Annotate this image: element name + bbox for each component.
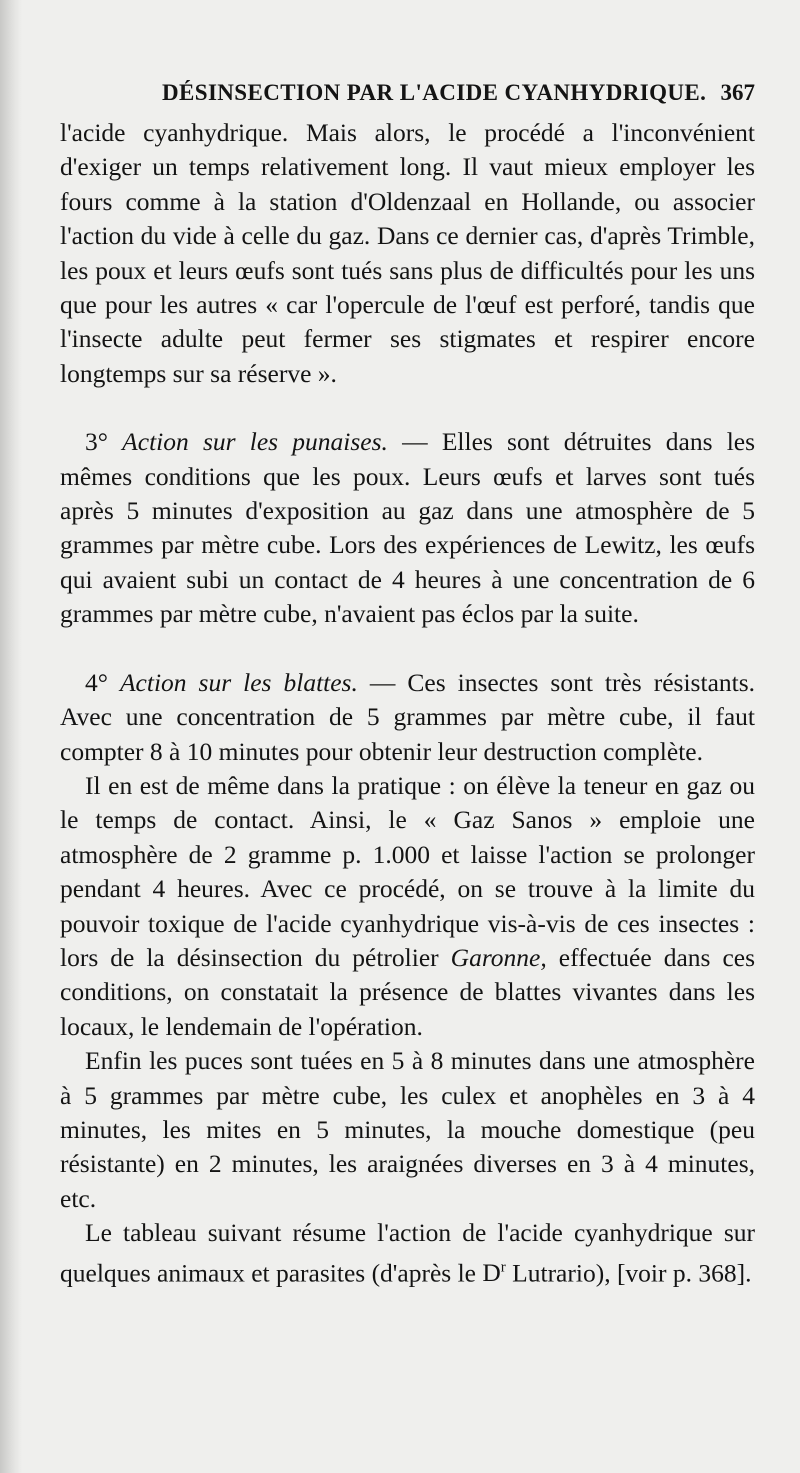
- section-title: Action sur les punaises.: [122, 427, 388, 457]
- section-number: 3°: [85, 427, 108, 457]
- doctor-abbrev: $D^r$: [482, 1258, 506, 1288]
- section-title: Action sur les blattes.: [119, 667, 358, 697]
- paragraph-tableau: [60, 1216, 755, 1290]
- page-number: 367: [720, 80, 755, 105]
- paragraph-text: Enfin les puces sont tuées en 5 à 8 minutes dans une atmosphère à 5 grammes par mètre cube, les culex et anophèles en 3 à 4 minutes, les mites en 5 minutes, la mouche domestique (peu résistante) en 2 minutes, les araignées diverses en 3 à 4 minutes, etc.: [60, 1046, 755, 1213]
- paragraph-pratique: [60, 769, 755, 1044]
- paragraph-continuation: [60, 116, 755, 391]
- body-text: [60, 116, 755, 1291]
- page-header: [60, 78, 755, 114]
- page-edge-shadow: [0, 0, 22, 1473]
- paragraph-text: — Ces insectes sont très résistants. Avec une concentration de 5 grammes par mètre cube, il faut compter 8 à 10 minutes pour obtenir leur destruction complète.: [60, 667, 756, 766]
- paragraph-text: Le tableau suivant résume l'action de l'acide cyanhydrique sur quelques animaux et parasites (d'après le: [60, 1218, 755, 1288]
- section-blattes: [60, 666, 755, 769]
- paragraph-text: l'acide cyanhydrique. Mais alors, le procédé a l'inconvénient d'exiger un temps relativement long. Il vaut mieux employer les fours comme à la station d'Oldenzaal en Hollande, ou associer l'action du vide à celle du gaz. Dans ce dernier cas, d'après Trimble, les poux et leurs œufs sont tués sans plus de difficultés pour les uns que pour les autres « car l'opercule de l'œuf est perforé, tandis que l'insecte adulte peut fermer ses stigmates et respirer encore longtemps sur sa réserve ».: [60, 118, 755, 388]
- paragraph-text: effectuée dans ces conditions, on constatait la présence de blattes vivantes dans les locaux, le lendemain de l'opération.: [60, 942, 755, 1041]
- paragraph-puces: [60, 1044, 755, 1216]
- section-number: 4°: [85, 667, 108, 697]
- paragraph-text: Il en est de même dans la pratique : on élève la teneur en gaz ou le temps de contact. Ainsi, le « Gaz Sanos » emploie une atmosphère de 2 gramme p. 1.000 et laisse l'action se prolonger pendant 4 heures. Avec ce procédé, on se trouve à la limite du pouvoir toxique de l'acide cyanhydrique vis-à-vis de ces insectes : lors de la désinsection du pétrolier: [60, 770, 755, 972]
- ship-name: Garonne,: [450, 942, 547, 972]
- section-punaises: [60, 425, 755, 631]
- paragraph-text: — Elles sont détruites dans les mêmes conditions que les poux. Leurs œufs et larves sont tués après 5 minutes d'exposition au gaz dans une atmosphère de 5 grammes par mètre cube. Lors des expériences de Lewitz, les œufs qui avaient subi un contact de 4 heures à une concentration de 6 grammes par mètre cube, n'avaient pas éclos par la suite.: [60, 427, 756, 629]
- paragraph-text: Lutrario), [voir p. 368].: [512, 1258, 752, 1288]
- running-head: DÉSINSECTION PAR L'ACIDE CYANHYDRIQUE.: [162, 80, 707, 105]
